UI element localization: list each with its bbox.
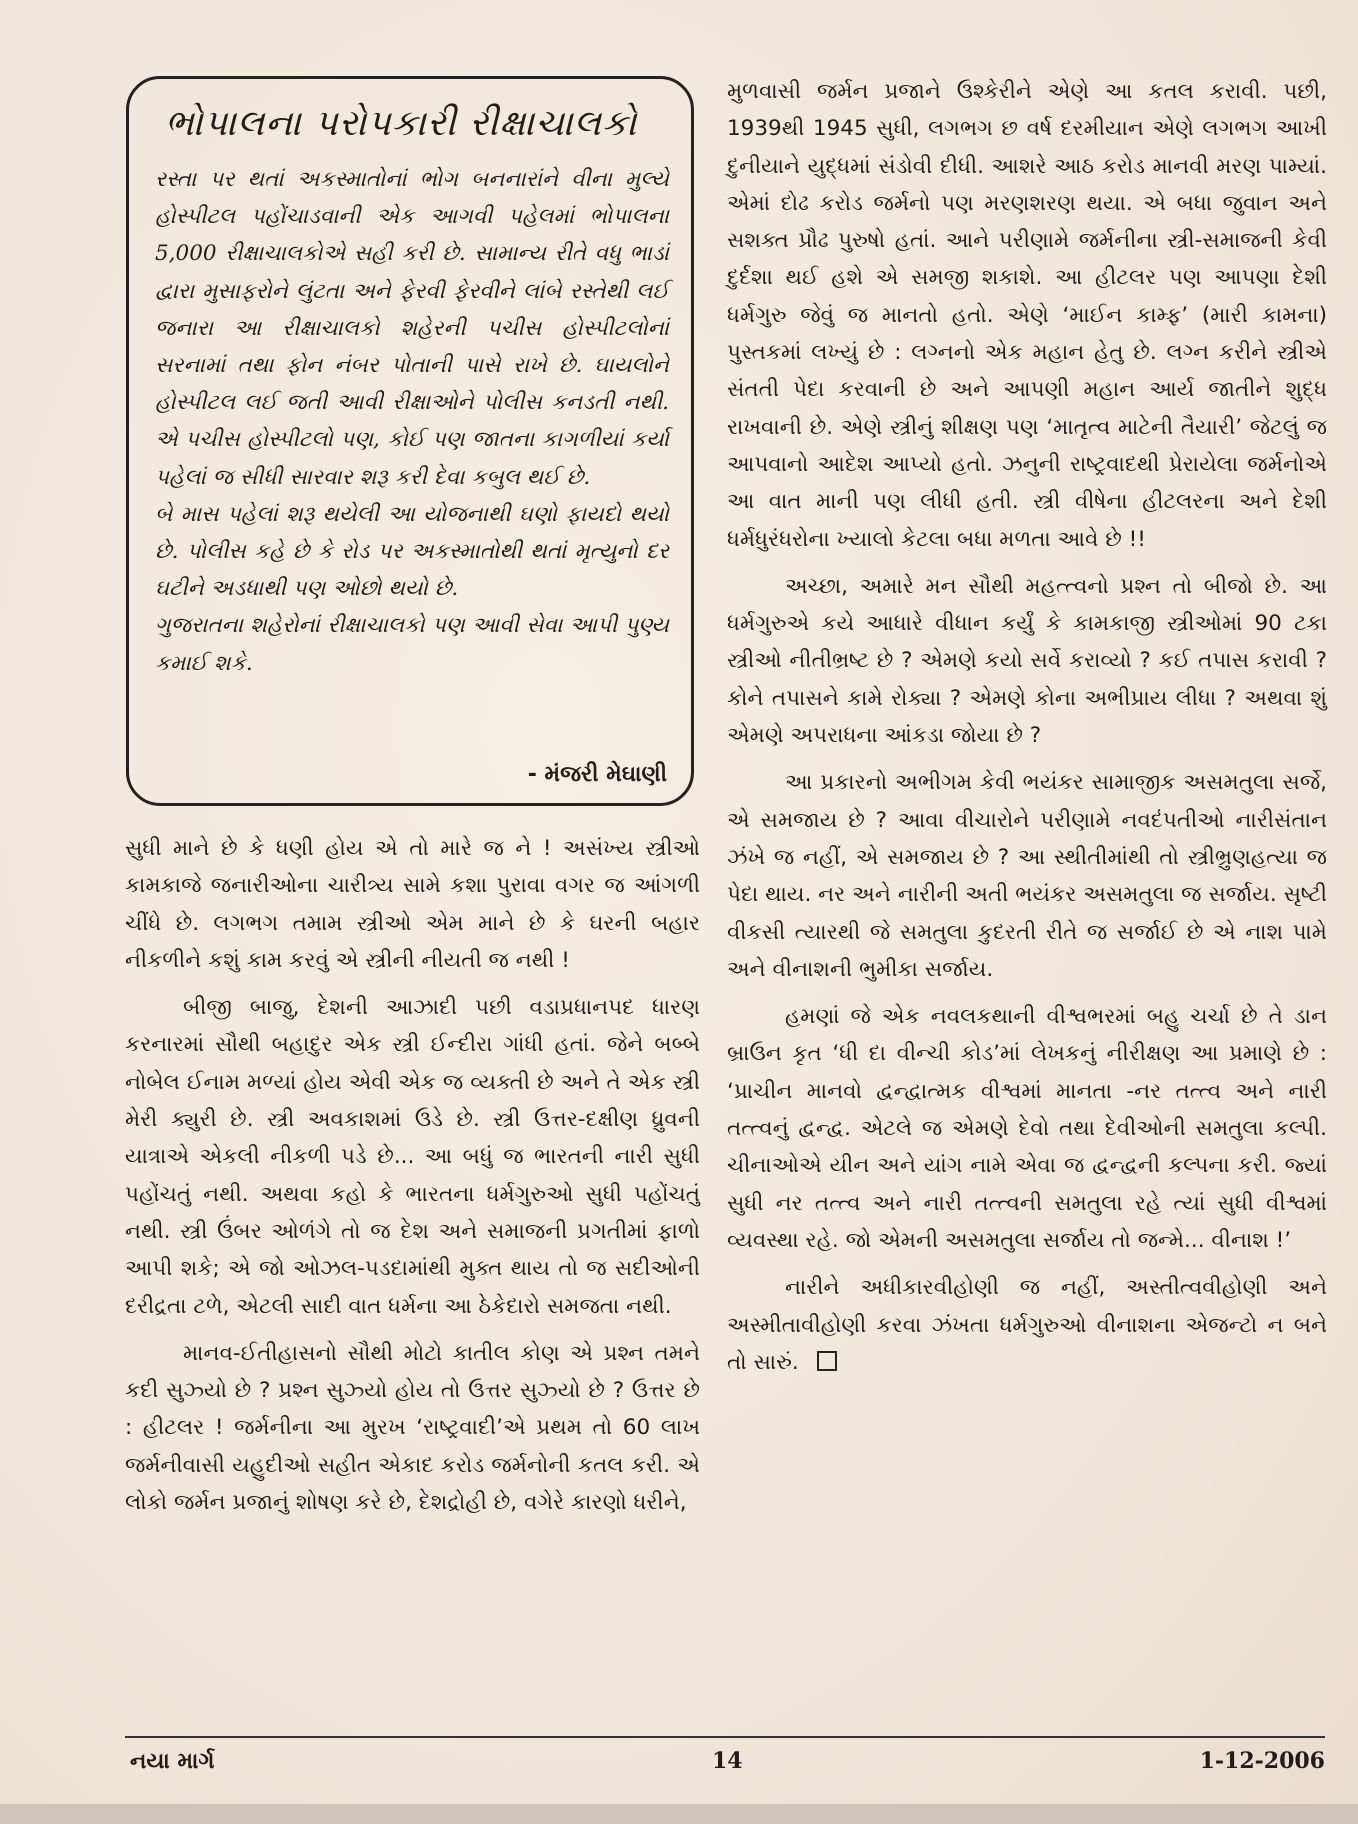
box-paragraph: રસ્તા પર થતાં અકસ્માતોનાં ભોગ બનનારાંને વીના મુલ્યે હોસ્પીટલ પહોંચાડવાની એક આગવી પહેલમાં ભોપાલના 5,000 રીક્ષાચાલકોએ સહી કરી છે. સામાન્ય રીતે વધુ ભાડાં દ્વારા મુસાફરોને લુંટતા અને ફેરવી ફેરવીને લાંબે રસ્તેથી લઈ જનારા આ રીક્ષાચાલકો શહેરની પચીસ હોસ્પીટલોનાં સરનામાં તથા ફોન નંબર પોતાની પાસે રાખે છે. ઘાયલોને હોસ્પીટલ લઈ જતી આવી રીક્ષાઓને પોલીસ કનડતી નથી. એ પચીસ હોસ્પીટલો પણ, કોઈ પણ જાતના કાગળીયાં કર્યા પહેલાં જ સીધી સારવાર શરૂ કરી દેવા કબુલ થઈ છે. (155, 167, 669, 490)
article-paragraph: બીજી બાજુ, દેશની આઝાદી પછી વડાપ્રધાનપદ ધારણ કરનારમાં સૌથી બહાદુર એક સ્ત્રી ઈન્દીરા ગાંધી હતાં. જેને બબ્બે નોબેલ ઈનામ મળ્યાં હોય એવી એક જ વ્યક્તી છે અને તે એક સ્ત્રી મેરી ક્યુરી છે. સ્ત્રી અવકાશમાં ઉડે છે. સ્ત્રી ઉત્તર-દક્ષીણ ધ્રુવની યાત્રાએ એકલી નીકળી પડે છે... આ બધું જ ભારતની નારી સુધી પહોંચતું નથી. અથવા કહો કે ભારતના ધર્મગુરુઓ સુધી પહોંચતું નથી. સ્ત્રી ઉંબર ઓળંગે તો જ દેશ અને સમાજની પ્રગતીમાં ફાળો આપી શકે; એ જો ઓઝલ-પડદામાંથી મુક્ત થાય તો જ સદીઓની દરીદ્રતા ટળે, એટલી સાદી વાત ધર્મના આ ઠેકેદારો સમજતા નથી. (125, 995, 700, 1319)
page-number: 14 (712, 1748, 743, 1774)
article-paragraph: સુધી માને છે કે ધણી હોય એ તો મારે જ ને ! અસંખ્ય સ્ત્રીઓ કામકાજે જનારીઓના ચારીત્ર્ય સામે કશા પુરાવા વગર જ આંગળી ચીંધે છે. લગભગ તમામ સ્ત્રીઓ એમ માને છે કે ઘરની બહાર નીકળીને કશું કામ કરવું એ સ્ત્રીની નીયતી જ નથી ! (125, 836, 700, 973)
box-title: ભોપાલના પરોપકારી રીક્ષાચાલકો (165, 103, 638, 144)
page-footer (125, 1736, 1325, 1774)
box-signature: - મંજરી મેઘાણી (527, 762, 667, 787)
article-paragraph (727, 1269, 1327, 1381)
article-paragraph: અચ્છા, અમારે મન સૌથી મહત્ત્વનો પ્રશ્ન તો બીજો છે. આ ધર્મગુરુએ કયે આધારે વીધાન કર્યું કે કામકાજી સ્ત્રીઓમાં 90 ટકા સ્ત્રીઓ નીતીભ્રષ્ટ છે ? એમણે કયો સર્વે કરાવ્યો ? કઈ તપાસ કરાવી ? કોને તપાસને કામે રોક્યા ? એમણે કોના અભીપ્રાય લીધા ? અથવા શું એમણે અપરાધના આંકડા જોયા છે ? (727, 573, 1327, 749)
article-paragraph: માનવ-ઈતીહાસનો સૌથી મોટો કાતીલ કોણ એ પ્રશ્ન તમને કદી સુઝ્યો છે ? પ્રશ્ન સુઝ્યો હોય તો ઉત્તર સુઝ્યો છે ? ઉત્તર છે : હીટલર ! જર્મનીના આ મુરખ ‘રાષ્ટ્રવાદી’એ પ્રથમ તો 60 લાખ જર્મનીવાસી યહુદીઓ સહીત એકાદ કરોડ જર્મનોની કતલ કરી. એ લોકો જર્મન પ્રજાનું શોષણ કરે છે, દેશદ્રોહી છે, વગેરે કારણો ધરીને, (125, 1340, 700, 1516)
right-column (727, 73, 1327, 1381)
end-mark-icon (817, 1351, 837, 1371)
scan-edge (0, 1804, 1358, 1824)
article-paragraph: આ પ્રકારનો અભીગમ કેવી ભયંકર સામાજીક અસમતુલા સર્જે, એ સમજાય છે ? આવા વીચારોને પરીણામે નવદંપતીઓ નારીસંતાન ઝંખે જ નહીં, એ સમજાય છે ? આ સ્થીતીમાંથી તો સ્ત્રીભ્રુણહત્યા જ પેદા થાય. નર અને નારીની અતી ભયંકર અસમતુલા જ સર્જાય. સૃષ્ટી વીકસી ત્યારથી જે સમતુલા કુદરતી રીતે જ સર્જાઈ છે એ નાશ પામે અને વીનાશની ભુમીકા સર્જાય. (727, 770, 1327, 982)
article-paragraph: મુળવાસી જર્મન પ્રજાને ઉશ્કેરીને એણે આ કતલ કરાવી. પછી, 1939થી 1945 સુધી, લગભગ છ વર્ષ દરમીયાન એણે લગભગ આખી દુનીયાને યુદ્ધમાં સંડોવી દીધી. આશરે આઠ કરોડ માનવી મરણ પામ્યાં. એમાં દોઢ કરોડ જર્મનો પણ મરણશરણ થયા. એ બધા જુવાન અને સશક્ત પ્રૌઢ પુરુષો હતાં. આને પરીણામે જર્મનીના સ્ત્રી-સમાજની કેવી દુર્દશા થઈ હશે એ સમજી શકાશે. આ હીટલર પણ આપણા દેશી ધર્મગુરુ જેવું જ માનતો હતો. એણે ‘માઈન કામ્ફ’ (મારી કામના) પુસ્તકમાં લખ્યું છે : લગ્નનો એક મહાન હેતુ છે. લગ્ન કરીને સ્ત્રીએ સંતતી પેદા કરવાની છે અને આપણી મહાન આર્ય જાતીને શુદ્ધ રાખવાની છે. એણે સ્ત્રીનું શીક્ષણ પણ ‘માતૃત્વ માટેની તૈયારી’ જેટલું જ આપવાનો આદેશ આપ્યો હતો. ઝનુની રાષ્ટ્રવાદથી પ્રેરાયેલા જર્મનોએ આ વાત માની પણ લીધી હતી. સ્ત્રી વીષેના હીટલરના અને દેશી ધર્મધુરંધરોના ખ્યાલો કેટલા બધા મળતા આવે છે !! (727, 79, 1327, 552)
left-column (125, 830, 700, 1521)
box-paragraph: બે માસ પહેલાં શરૂ થયેલી આ યોજનાથી ઘણો ફાયદો થયો છે. પોલીસ કહે છે કે રોડ પર અકસ્માતોથી થતાં મૃત્યુનો દર ઘટીને અડધાથી પણ ઓછો થયો છે. (155, 501, 669, 602)
magazine-name: નયા માર્ગ (130, 1748, 215, 1774)
closing-text: નારીને અધીકારવીહોણી જ નહીં, અસ્તીત્વવીહોણી અને અસ્મીતાવીહોણી કરવા ઝંખતા ધર્મગુરુઓ વીનાશના એજન્ટો ન બને તો સારું. (727, 1275, 1327, 1375)
box-paragraph: ગુજરાતના શહેરોનાં રીક્ષાચાલકો પણ આવી સેવા આપી પુણ્ય કમાઈ શકે. (155, 613, 669, 676)
box-body (155, 161, 669, 682)
sidebar-box (126, 76, 694, 806)
issue-date: 1-12-2006 (1199, 1748, 1325, 1774)
article-paragraph: હમણાં જે એક નવલકથાની વીશ્વભરમાં બહુ ચર્ચા છે તે ડાન બ્રાઉન કૃત ‘ધી દા વીન્ચી કોડ’માં લેખકનું નીરીક્ષણ આ પ્રમાણે છે : ‘પ્રાચીન માનવો દ્વન્દ્વાત્મક વીશ્વમાં માનતા -નર તત્ત્વ અને નારી તત્ત્વનું દ્વન્દ્વ. એટલે જ એમણે દેવો તથા દેવીઓની સમતુલા કલ્પી. ચીનાઓએ યીન અને યાંગ નામે એવા જ દ્વન્દ્વની કલ્પના કરી. જ્યાં સુધી નર તત્ત્વ અને નારી તત્ત્વની સમતુલા રહે ત્યાં સુધી વીશ્વમાં વ્યવસ્થા રહે. જો એમની અસમતુલા સર્જાય તો જન્મે... વીનાશ !’ (727, 1004, 1327, 1253)
